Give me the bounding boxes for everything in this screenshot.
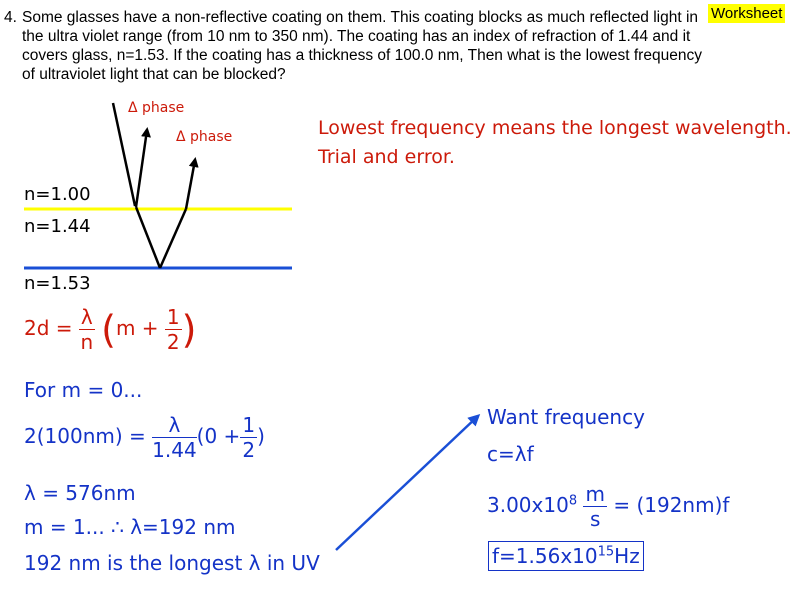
formula-numerator: λ (80, 305, 93, 329)
conclusion-text: 192 nm is the longest λ in UV (24, 551, 320, 575)
incident-ray (113, 103, 135, 206)
equation-paren: (0 + (196, 424, 241, 448)
equation-close: ) (257, 424, 265, 448)
for-m0-text: For m = 0... (24, 378, 143, 402)
equation-lhs: 2(100nm) = (24, 424, 146, 448)
answer-base: f=1.56x10 (492, 544, 598, 568)
equation-denominator: 1.44 (152, 438, 197, 462)
half-numerator: 1 (166, 305, 180, 329)
half-denominator: 2 (166, 330, 180, 354)
index-label-glass: n=1.53 (24, 273, 91, 294)
thickness-equation (24, 413, 265, 462)
index-label-air: n=1.00 (24, 184, 91, 205)
worksheet-badge[interactable]: Worksheet (708, 4, 785, 23)
lambda-over-index (152, 413, 197, 462)
explanation-note (318, 114, 792, 172)
formula-denominator: n (80, 330, 94, 354)
want-frequency: Want frequency (487, 405, 645, 429)
one-half (165, 305, 182, 354)
phase-label-1: Δ phase (128, 100, 185, 116)
refracted-ray-down (136, 207, 160, 268)
meters-per-second (583, 482, 606, 531)
problem-number: 4. (4, 9, 17, 26)
phase-label-2: Δ phase (176, 129, 233, 145)
interference-formula (24, 305, 196, 354)
answer-box (488, 541, 644, 571)
unit-denominator: s (590, 507, 601, 531)
formula-paren-close: ) (181, 307, 197, 352)
arrow-to-frequency (330, 410, 490, 560)
refracted-ray-up (160, 209, 186, 268)
formula-lhs: 2d = (24, 316, 73, 340)
equation-half-numerator: 1 (242, 413, 256, 437)
lambda-result: λ = 576nm (24, 481, 136, 505)
problem-statement (4, 8, 704, 84)
unit-numerator: m (585, 482, 605, 506)
frequency-equation (487, 482, 729, 531)
wave-equation: c=λf (487, 442, 534, 466)
answer-exponent: 15 (597, 544, 615, 560)
m1-result: m = 1... ∴ λ=192 nm (24, 515, 236, 539)
note-line-1: Lowest frequency means the longest wavelength. (318, 117, 792, 139)
index-label-coating: n=1.44 (24, 216, 91, 237)
formula-paren-open: ( (101, 307, 116, 352)
equation-numerator: λ (152, 413, 197, 438)
lambda-over-n (79, 305, 95, 354)
equals-sign: = (613, 493, 631, 517)
equation-half-denominator: 2 (242, 438, 256, 462)
note-line-2: Trial and error. (318, 146, 455, 168)
reflected-ray-1 (136, 130, 147, 207)
answer-unit: Hz (614, 544, 640, 568)
formula-m-plus: m + (115, 316, 159, 340)
speed-of-light: 3.00x10 (487, 493, 569, 517)
problem-text: Some glasses have a non-reflective coating on them. This coating blocks as much reflected light in the ultra violet range (from 10 nm to 350 nm). The coating has an index of refraction of 1.44 and it covers glass, n=1.53. If the coating has a thickness of 100.0 nm, Then what is the lowest frequency of ultraviolet light that can be blocked? (22, 9, 702, 83)
wavelength-times-f: (192nm)f (636, 493, 730, 517)
speed-exponent: 8 (568, 493, 578, 509)
reflected-ray-2 (186, 160, 195, 209)
equation-half (240, 413, 257, 462)
